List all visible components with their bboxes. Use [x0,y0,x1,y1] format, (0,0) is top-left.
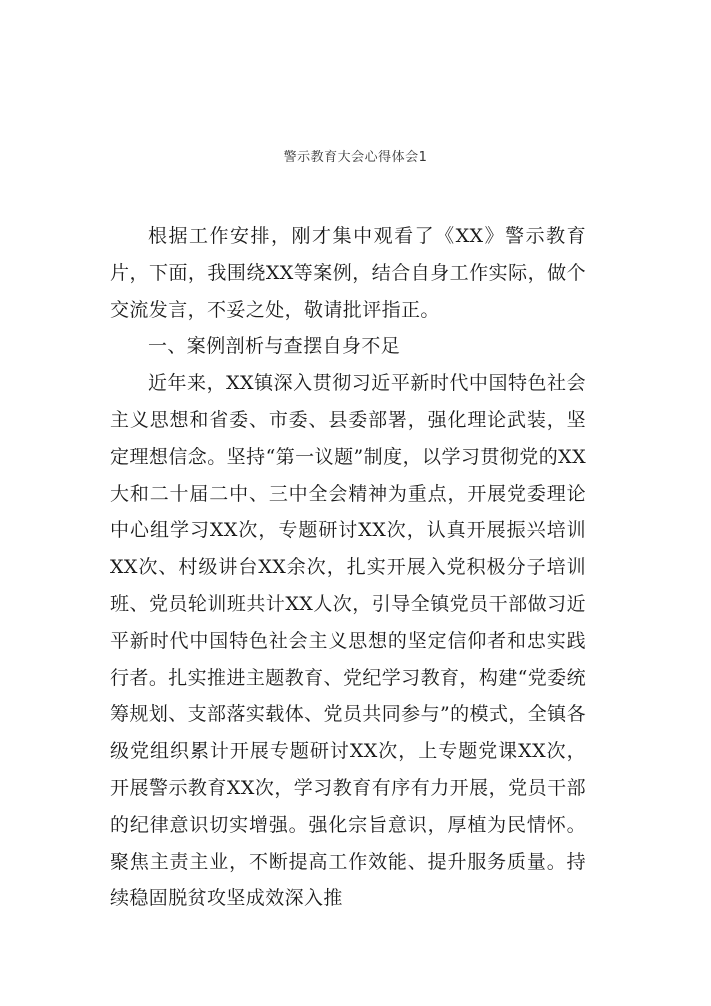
paragraph-intro: 根据工作安排，刚才集中观看了《XX》警示教育片，下面，我围绕XX等案例，结合自身工作实际，做个交流发言，不妥之处，敬请批评指正。 [110,225,586,321]
document-body [110,218,586,917]
paragraph-body: 近年来，XX镇深入贯彻习近平新时代中国特色社会主义思想和省委、市委、县委部署，强化理论武装，坚定理想信念。坚持“第一议题”制度，以学习贯彻党的XX大和二十届二中、三中全会精神为重点，开展党委理论中心组学习XX次，专题研讨XX次，认真开展振兴培训XX次、村级讲台XX余次，扎实开展入党积极分子培训班、党员轮训班共计XX人次，引导全镇党员干部做习近平新时代中国特色社会主义思想的坚定信仰者和忠实践行者。扎实推进主题教育、党纪学习教育，构建“党委统筹规划、支部落实载体、党员共同参与”的模式，全镇各级党组织累计开展专题研讨XX次，上专题党课XX次，开展警示教育XX次，学习教育有序有力开展，党员干部的纪律意识切实增强。强化宗旨意识，厚植为民情怀。聚焦主责主业，不断提高工作效能、提升服务质量。持续稳固脱贫攻坚成效深入推 [110,372,586,910]
section-heading: 一、案例剖析与查摆自身不足 [148,335,401,358]
document-title: 警示教育大会心得体会1 [283,150,428,165]
